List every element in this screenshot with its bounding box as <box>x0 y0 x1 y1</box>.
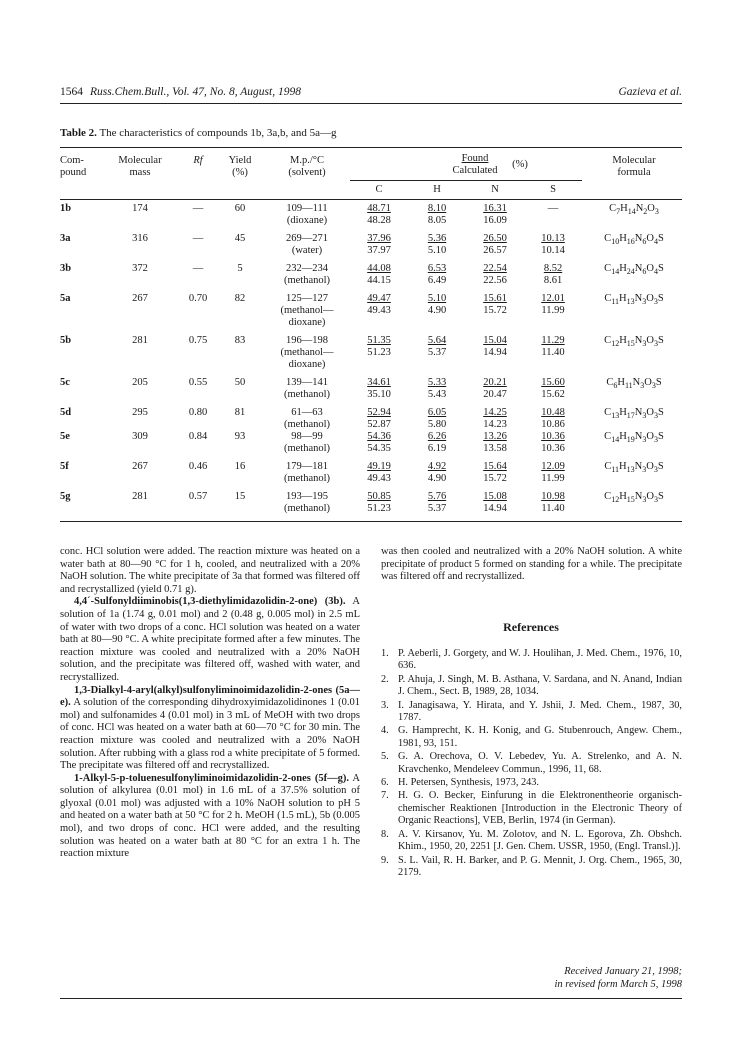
running-header <box>60 86 682 102</box>
cell-c-calc: 35.10 <box>367 389 391 400</box>
paragraph-3b <box>60 596 360 684</box>
reference-number: 9. <box>381 854 389 866</box>
cell-s-calc: 8.61 <box>543 275 563 286</box>
reference-item <box>381 648 682 673</box>
table-header-rule <box>60 199 682 200</box>
cell-yield: 16 <box>234 461 246 472</box>
cell-n-found: 22.54 <box>483 263 507 274</box>
cell-s-calc: 11.99 <box>541 473 565 484</box>
cell-compound: 5a <box>60 293 71 304</box>
cell-c-found: 50.85 <box>367 491 391 502</box>
cell-s-found: 10.36 <box>541 431 565 442</box>
cell-h-found: 5.76 <box>427 491 447 502</box>
cell-yield: 45 <box>234 233 246 244</box>
cell-rf: 0.46 <box>188 461 208 472</box>
header-s: S <box>550 184 556 195</box>
cell-c-found: 44.08 <box>367 263 391 274</box>
reference-number: 8. <box>381 828 389 840</box>
cell-molecular-formula: $C_{11}H_{13}N_3O_3S$ <box>604 461 664 475</box>
reference-item <box>381 725 682 750</box>
cell-s-found: 10.48 <box>541 407 565 418</box>
reference-text: G. Hamprecht, K. H. Konig, and G. Stubenrouch, Angew. Chem., 1981, 93, 151. <box>398 725 682 749</box>
cell-solvent: (methanol) <box>283 389 331 400</box>
text-5f-g: A solution of alkylurea (0.01 mol) in 1.6 mL of a 37.5% solution of glyoxal (0.01 mol) was adjusted with a 10% NaOH solution to pH 5 and heated on a water bath at 50 °C for 2 h. MeOH (1.5 mL), 5b (0.005 mol), and two drops of conc. HCl were added, and the resulting solution was heated on a water bath at 80 °C for an extra 1 h. The reaction mixture <box>60 772 360 860</box>
cell-h-calc: 4.90 <box>427 305 447 316</box>
reference-text: H. Petersen, Synthesis, 1973, 243. <box>398 777 540 789</box>
cell-rf: 0.84 <box>188 431 208 442</box>
footer-rule <box>60 998 682 999</box>
cell-h-found: 5.33 <box>427 377 447 388</box>
cell-solvent: (methanol— <box>280 305 334 316</box>
table-caption <box>60 127 337 139</box>
reference-number: 1. <box>381 648 389 659</box>
text-5a-e: A solution of the corresponding dihydroxyimidazolidinones 1 (0.01 mol) and sulfonamides 4 (0.01 mol) in 3 mL of MeOH with two drops of conc. HCl was heated on a water bath at 60—70 °C for 30 min. The reaction mixture was cooled and neutralized with a 20% NaOH solution. After rubbing with a glass rod a white precipitate of 5 formed. The precipitate was filtered off and recrystallized. <box>60 697 361 772</box>
reference-text: G. A. Orechova, O. V. Lebedev, Yu. A. Strelenko, and A. N. Kravchenko, Mendeleev Commun., 1996, 11, 68. <box>398 751 682 775</box>
cell-h-found: 4.92 <box>427 461 447 472</box>
cell-molecular-formula: $C_{12}H_{15}N_3O_3S$ <box>604 335 664 349</box>
cell-rf: 0.57 <box>188 491 208 502</box>
cell-h-calc: 6.19 <box>427 443 447 454</box>
cell-n-found: 15.61 <box>483 293 507 304</box>
cell-molecular-formula: $C_6H_{11}N_3O_3S$ <box>606 377 662 391</box>
cell-solvent: (methanol) <box>283 275 331 286</box>
heading-3b: 4,4´-Sulfonyldiiminobis(1,3-diethylimidazolidin-2-one) (3b). <box>74 596 346 608</box>
cell-h-found: 6.53 <box>427 263 447 274</box>
cell-n-calc: 14.94 <box>483 503 507 514</box>
cell-mass: 316 <box>132 233 148 244</box>
cell-solvent-2: dioxane) <box>288 317 326 328</box>
cell-rf: — <box>192 203 204 214</box>
cell-n-calc: 26.57 <box>483 245 507 256</box>
cell-yield: 60 <box>234 203 246 214</box>
table-bottom-rule <box>60 521 682 522</box>
paragraph-continuation: was then cooled and neutralized with a 20% NaOH solution. A white precipitate of product 5 formed on standing for a while. The precipitate was filtered off and recrystallized. <box>381 546 682 583</box>
cell-c-found: 54.36 <box>367 431 391 442</box>
cell-mp: 98—99 <box>291 431 323 442</box>
cell-solvent: (methanol) <box>283 473 331 484</box>
cell-mass: 372 <box>132 263 148 274</box>
cell-n-found: 15.64 <box>483 461 507 472</box>
cell-solvent: (methanol) <box>283 443 331 454</box>
reference-text: P. Aeberli, J. Gorgety, and W. J. Houlihan, J. Med. Chem., 1976, 10, 636. <box>398 648 682 672</box>
reference-number: 2. <box>381 673 389 685</box>
cell-s-found: 12.09 <box>541 461 565 472</box>
cell-n-calc: 14.94 <box>483 347 507 358</box>
reference-item <box>381 674 682 699</box>
header-mp: M.p./°C (solvent) <box>288 155 326 178</box>
header-found: Found <box>461 153 489 164</box>
cell-solvent: (methanol) <box>283 503 331 514</box>
reference-number: 3. <box>381 699 389 711</box>
heading-5f-g: 1-Alkyl-5-p-toluenesulfonyliminoimidazolidin-2-ones (5f—g). <box>74 772 349 784</box>
right-text-column <box>381 546 682 584</box>
cell-h-calc: 5.80 <box>427 419 447 430</box>
cell-compound: 1b <box>60 203 72 214</box>
cell-solvent: (water) <box>291 245 323 256</box>
cell-c-found: 49.19 <box>367 461 391 472</box>
cell-molecular-formula: $C_{14}H_{24}N_6O_4S$ <box>604 263 664 277</box>
cell-mp: 139—141 <box>286 377 328 388</box>
cell-compound: 5f <box>60 461 69 472</box>
cell-compound: 3a <box>60 233 71 244</box>
reference-text: H. G. O. Becker, Einfurung in die Elektronentheorie organisch-chemischer Reaktionen [Introduction in the Electronic Theory of Organic Reactions], VEB, Berlin, 1974 (in German). <box>398 790 682 827</box>
cell-rf: 0.75 <box>188 335 208 346</box>
cell-n-calc: 15.72 <box>483 305 507 316</box>
reference-text: P. Ahuja, J. Singh, M. B. Asthana, V. Sardana, and N. Anand, Indian J. Chem., Sect. B, 1989, 28, 1034. <box>398 673 682 698</box>
cell-rf: — <box>192 233 204 244</box>
cell-s-found: 8.52 <box>543 263 563 274</box>
cell-mp: 269—271 <box>286 233 328 244</box>
cell-n-calc: 13.58 <box>483 443 507 454</box>
cell-mass: 267 <box>132 293 148 304</box>
header-calculated: Calculated <box>452 165 498 176</box>
cell-yield: 83 <box>234 335 246 346</box>
page-number: 1564 <box>60 86 83 98</box>
header-molecular-mass: Molecular mass <box>118 155 162 178</box>
table-caption-text: The characteristics of compounds 1b, 3a,b, and 5a—g <box>99 127 337 139</box>
cell-solvent: (dioxane) <box>286 215 328 226</box>
cell-solvent: (methanol— <box>280 347 334 358</box>
cell-n-found: 26.50 <box>483 233 507 244</box>
cell-yield: 82 <box>234 293 246 304</box>
cell-h-found: 6.05 <box>427 407 447 418</box>
text-3b: A solution of 1a (1.74 g, 0.01 mol) and 2 (0.48 g, 0.005 mol) in 2.5 mL of water with two drops of a conc. HCl solution was heated on a water bath at 80—90 °C. A white precipitate formed after a few minutes. The reaction mixture was cooled and neutralized with a 20% NaOH solution, and the precipitate was filtered off, washed with water, and recrystallized. <box>60 596 360 683</box>
cell-s-calc: 15.62 <box>541 389 565 400</box>
cell-mass: 281 <box>132 491 148 502</box>
cell-rf: 0.55 <box>188 377 208 388</box>
cell-n-calc: 14.23 <box>483 419 507 430</box>
reference-text: A. V. Kirsanov, Yu. M. Zolotov, and N. L. Egorova, Zh. Obshch. Khim., 1950, 20, 2251 [J. Gen. Chem. USSR, 1950, (Engl. Transl.)]. <box>398 828 682 853</box>
cell-yield: 5 <box>237 263 243 274</box>
cell-h-calc: 5.10 <box>427 245 447 256</box>
cell-n-calc: 22.56 <box>483 275 507 286</box>
cell-c-calc: 52.87 <box>367 419 391 430</box>
cell-solvent-2: dioxane) <box>288 359 326 370</box>
reference-text: I. Janagisawa, Y. Hirata, and Y. Jshii, J. Med. Chem., 1987, 30, 1787. <box>398 699 682 724</box>
cell-h-calc: 6.49 <box>427 275 447 286</box>
cell-c-calc: 51.23 <box>367 347 391 358</box>
cell-molecular-formula: $C_{12}H_{15}N_3O_3S$ <box>604 491 664 505</box>
cell-n-calc: 15.72 <box>483 473 507 484</box>
received-dates <box>554 966 682 991</box>
cell-s-calc: 10.86 <box>541 419 565 430</box>
cell-c-found: 49.47 <box>367 293 391 304</box>
reference-text: S. L. Vail, R. H. Barker, and P. G. Mennit, J. Org. Chem., 1965, 30, 2179. <box>398 854 682 878</box>
cell-molecular-formula: $C_{13}H_{17}N_3O_3S$ <box>604 407 664 421</box>
cell-s-calc: 11.40 <box>541 503 565 514</box>
cell-c-calc: 48.28 <box>367 215 391 226</box>
reference-number: 6. <box>381 777 389 789</box>
cell-c-found: 34.61 <box>367 377 391 388</box>
cell-mass: 281 <box>132 335 148 346</box>
cell-s-calc: 10.36 <box>541 443 565 454</box>
cell-compound: 5e <box>60 431 70 442</box>
header-molecular-formula: Molecular formula <box>612 155 656 178</box>
cell-n-found: 13.26 <box>483 431 507 442</box>
cell-s-found: 12.01 <box>541 293 565 304</box>
reference-item <box>381 790 682 827</box>
cell-mass: 205 <box>132 377 148 388</box>
running-authors: Gazieva et al. <box>618 86 682 98</box>
header-rule <box>60 103 682 104</box>
cell-c-found: 37.96 <box>367 233 391 244</box>
cell-mass: 295 <box>132 407 148 418</box>
header-rf: Rf <box>193 155 203 166</box>
cell-h-calc: 5.43 <box>427 389 447 400</box>
cell-c-found: 52.94 <box>367 407 391 418</box>
cell-solvent: (methanol) <box>283 419 331 430</box>
cell-molecular-formula: $C_{14}H_{19}N_3O_3S$ <box>604 431 664 445</box>
cell-c-calc: 54.35 <box>367 443 391 454</box>
cell-h-calc: 8.05 <box>427 215 447 226</box>
cell-h-calc: 4.90 <box>427 473 447 484</box>
paragraph-5f-g <box>60 773 360 861</box>
cell-yield: 15 <box>234 491 246 502</box>
cell-compound: 5c <box>60 377 70 388</box>
cell-mp: 179—181 <box>286 461 328 472</box>
header-c: C <box>375 184 383 195</box>
cell-c-found: 48.71 <box>367 203 391 214</box>
cell-mass: 267 <box>132 461 148 472</box>
cell-n-found: 14.25 <box>483 407 507 418</box>
table-top-rule <box>60 147 682 148</box>
header-n: N <box>491 184 499 195</box>
cell-mp: 196—198 <box>286 335 328 346</box>
header-compound: Com- pound <box>60 155 87 178</box>
cell-h-found: 5.10 <box>427 293 447 304</box>
journal-citation: Russ.Chem.Bull., Vol. 47, No. 8, August, 1998 <box>90 86 301 98</box>
reference-number: 4. <box>381 725 389 737</box>
references-heading: References <box>503 620 559 634</box>
cell-rf: — <box>192 263 204 274</box>
header-h: H <box>433 184 441 195</box>
cell-n-found: 15.08 <box>483 491 507 502</box>
cell-mass: 174 <box>132 203 148 214</box>
table-caption-label: Table 2. <box>60 127 97 139</box>
header-yield: Yield (%) <box>228 155 252 178</box>
cell-rf: 0.70 <box>188 293 208 304</box>
heading-5a-e: 1,3-Dialkyl-4-aryl(alkyl)sulfonyliminoimidazolidin-2-ones (5a—e). <box>60 684 360 709</box>
cell-c-calc: 49.43 <box>367 473 391 484</box>
cell-n-calc: 20.47 <box>483 389 507 400</box>
cell-c-calc: 51.23 <box>367 503 391 514</box>
cell-h-calc: 5.37 <box>427 503 447 514</box>
cell-h-found: 8.10 <box>427 203 447 214</box>
cell-mp: 109—111 <box>286 203 328 214</box>
reference-number: 7. <box>381 790 389 802</box>
reference-item <box>381 855 682 880</box>
cell-s-calc: 11.40 <box>541 347 565 358</box>
cell-mp: 125—127 <box>286 293 328 304</box>
header-percent: (%) <box>512 159 528 170</box>
reference-item <box>381 751 682 776</box>
cell-c-calc: 37.97 <box>367 245 391 256</box>
reference-item <box>381 829 682 854</box>
cell-s-found: 10.13 <box>541 233 565 244</box>
cell-compound: 5d <box>60 407 72 418</box>
reference-item <box>381 777 682 789</box>
reference-number: 5. <box>381 751 389 763</box>
cell-mp: 232—234 <box>286 263 328 274</box>
cell-s-found: 15.60 <box>541 377 565 388</box>
cell-n-calc: 16.09 <box>483 215 507 226</box>
cell-mp: 61—63 <box>291 407 323 418</box>
cell-compound: 5b <box>60 335 72 346</box>
cell-n-found: 15.04 <box>483 335 507 346</box>
paragraph-5a-e <box>60 685 360 773</box>
received-date: Received January 21, 1998; <box>564 966 682 977</box>
paragraph-3a-end: conc. HCl solution were added. The reaction mixture was heated on a water bath at 80—90 °C for 1 h, cooled, and neutralized with a 20% NaOH solution. The white precipitate of 3a that formed was filtered off and recrystallized (yield 0.71 g). <box>60 546 360 595</box>
cell-yield: 50 <box>234 377 246 388</box>
cell-n-found: 20.21 <box>483 377 507 388</box>
cell-h-found: 5.36 <box>427 233 447 244</box>
cell-h-calc: 5.37 <box>427 347 447 358</box>
revised-date: in revised form March 5, 1998 <box>554 978 682 990</box>
cell-h-found: 6.26 <box>427 431 447 442</box>
cell-h-found: 5.64 <box>427 335 447 346</box>
cell-n-found: 16.31 <box>483 203 507 214</box>
left-text-column <box>60 546 360 861</box>
cell-mass: 309 <box>132 431 148 442</box>
cell-compound: 5g <box>60 491 71 502</box>
cell-s-found: 11.29 <box>541 335 565 346</box>
cell-mp: 193—195 <box>286 491 328 502</box>
cell-s-found: — <box>547 203 559 214</box>
cell-c-calc: 44.15 <box>367 275 391 286</box>
cell-s-calc: 11.99 <box>541 305 565 316</box>
reference-item <box>381 700 682 725</box>
found-subrule <box>350 180 582 181</box>
cell-c-calc: 49.43 <box>367 305 391 316</box>
cell-c-found: 51.35 <box>367 335 391 346</box>
cell-molecular-formula: $C_{11}H_{13}N_3O_3S$ <box>604 293 664 307</box>
cell-s-calc: 10.14 <box>541 245 565 256</box>
cell-compound: 3b <box>60 263 72 274</box>
cell-s-found: 10.98 <box>541 491 565 502</box>
cell-molecular-formula: $C_7H_{14}N_2O_3$ <box>609 203 659 217</box>
cell-rf: 0.80 <box>188 407 208 418</box>
references-list <box>381 648 682 880</box>
cell-molecular-formula: $C_{10}H_{16}N_6O_4S$ <box>604 233 664 247</box>
cell-yield: 81 <box>234 407 246 418</box>
cell-yield: 93 <box>234 431 246 442</box>
